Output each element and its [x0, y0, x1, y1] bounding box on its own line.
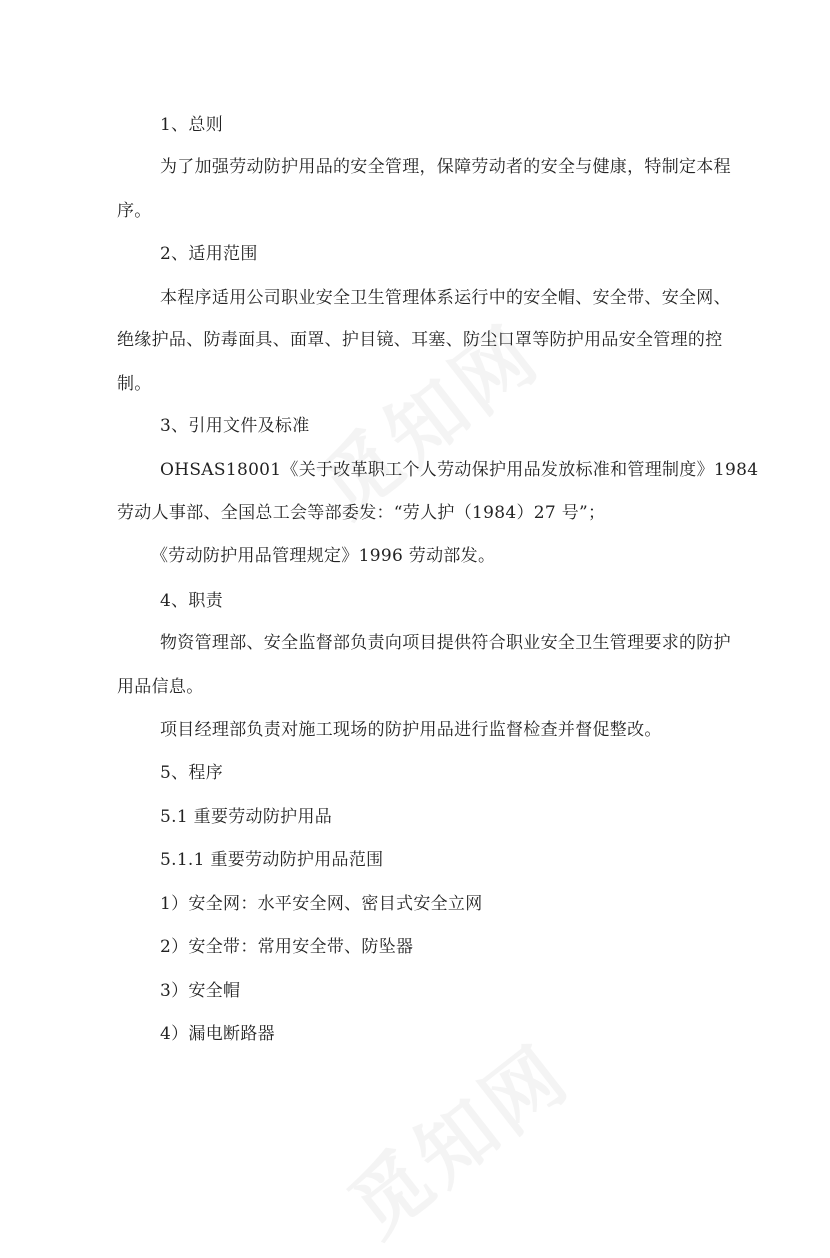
section-heading-responsibilities: 4、职责	[160, 591, 224, 611]
list-item: 4）漏电断路器	[160, 1024, 275, 1044]
paragraph-line: 制。	[117, 374, 152, 394]
paragraph-line: 《劳动防护用品管理规定》1996 劳动部发。	[151, 546, 496, 566]
paragraph-line: 物资管理部、安全监督部负责向项目提供符合职业安全卫生管理要求的防护	[160, 633, 731, 653]
paragraph-line: 用品信息。	[117, 677, 204, 697]
subsection-heading: 5.1.1 重要劳动防护用品范围	[160, 850, 384, 870]
paragraph-line: 绝缘护品、防毒面具、面罩、护目镜、耳塞、防尘口罩等防护用品安全管理的控	[117, 330, 723, 350]
paragraph-line: 本程序适用公司职业安全卫生管理体系运行中的安全帽、安全带、安全网、	[160, 288, 731, 308]
paragraph-line: 序。	[117, 201, 152, 221]
section-heading-scope: 2、适用范围	[160, 244, 258, 264]
paragraph-line: OHSAS18001《关于改革职工个人劳动保护用品发放标准和管理制度》1984	[160, 460, 759, 480]
section-heading-references: 3、引用文件及标准	[160, 416, 310, 436]
section-heading-procedure: 5、程序	[160, 763, 224, 783]
paragraph-line: 劳动人事部、全国总工会等部委发：“劳人护（1984）27 号”；	[117, 503, 606, 523]
section-heading-general: 1、总则	[160, 115, 224, 135]
subsection-heading: 5.1 重要劳动防护用品	[160, 807, 333, 827]
paragraph-line: 项目经理部负责对施工现场的防护用品进行监督检查并督促整改。	[160, 720, 662, 740]
list-item: 3）安全帽	[160, 981, 241, 1001]
list-item: 2）安全带：常用安全带、防坠器	[160, 937, 414, 957]
watermark-text	[322, 1014, 590, 1257]
list-item: 1）安全网：水平安全网、密目式安全立网	[160, 894, 483, 914]
paragraph-line: 为了加强劳动防护用品的安全管理，保障劳动者的安全与健康，特制定本程	[160, 157, 731, 177]
